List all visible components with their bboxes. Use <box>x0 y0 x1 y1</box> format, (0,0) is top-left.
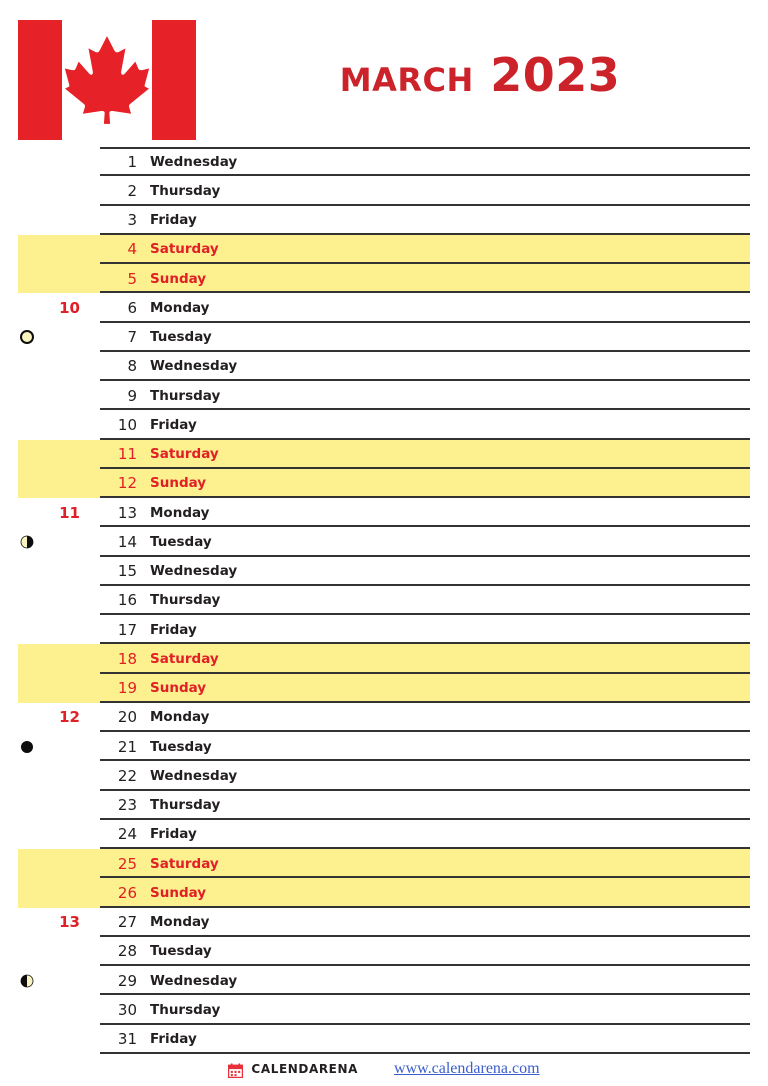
day-name: Friday <box>150 1031 197 1048</box>
calendar-top-rule <box>100 147 750 149</box>
day-name: Sunday <box>150 270 207 287</box>
row-rule <box>100 672 750 674</box>
calendar-row <box>0 995 768 1024</box>
calendar-row <box>0 147 768 176</box>
day-number: 2 <box>127 181 137 200</box>
day-number: 16 <box>117 591 137 610</box>
row-rule <box>100 496 750 498</box>
row-rule <box>100 701 750 703</box>
day-name: Tuesday <box>150 533 212 550</box>
row-rule <box>100 964 750 966</box>
calendar-row <box>0 849 768 878</box>
day-number: 26 <box>117 883 137 902</box>
brand-label: CALENDARENA <box>251 1062 359 1076</box>
day-number: 8 <box>127 357 137 376</box>
day-number: 22 <box>117 766 137 785</box>
calendar-row <box>0 235 768 264</box>
new-moon-icon <box>20 740 34 754</box>
calendar-row <box>0 674 768 703</box>
day-name: Thursday <box>150 797 221 814</box>
day-name: Wednesday <box>150 358 238 375</box>
day-number: 23 <box>117 796 137 815</box>
day-name: Friday <box>150 826 197 843</box>
day-name: Tuesday <box>150 329 212 346</box>
calendar-row <box>0 820 768 849</box>
day-number: 13 <box>117 503 137 522</box>
calendar-row <box>0 264 768 293</box>
full-moon-icon <box>20 330 34 344</box>
day-number: 1 <box>127 152 137 171</box>
day-name: Monday <box>150 709 210 726</box>
day-number: 12 <box>117 474 137 493</box>
day-number: 27 <box>117 913 137 932</box>
row-rule <box>100 1052 750 1054</box>
day-number: 9 <box>127 386 137 405</box>
day-name: Saturday <box>150 855 219 872</box>
day-number: 31 <box>117 1030 137 1049</box>
calendar-row <box>0 732 768 761</box>
week-number: 10 <box>59 298 80 317</box>
row-rule <box>100 291 750 293</box>
day-name: Friday <box>150 621 197 638</box>
day-number: 24 <box>117 825 137 844</box>
calendar-row <box>0 498 768 527</box>
page-title: march 2023 <box>339 48 621 102</box>
day-name: Monday <box>150 299 210 316</box>
calendar-row <box>0 908 768 937</box>
day-number: 21 <box>117 737 137 756</box>
day-name: Saturday <box>150 241 219 258</box>
row-rule <box>100 174 750 176</box>
row-rule <box>100 906 750 908</box>
day-name: Saturday <box>150 650 219 667</box>
day-name: Wednesday <box>150 153 238 170</box>
calendar-row <box>0 586 768 615</box>
page-footer <box>0 1052 768 1086</box>
website-link[interactable]: www.calendarena.com <box>394 1060 540 1077</box>
row-rule <box>100 350 750 352</box>
calendar-row <box>0 644 768 673</box>
calendar-row <box>0 352 768 381</box>
day-name: Friday <box>150 416 197 433</box>
calendar-row <box>0 440 768 469</box>
day-name: Tuesday <box>150 738 212 755</box>
day-number: 6 <box>127 298 137 317</box>
row-rule <box>100 321 750 323</box>
page-header <box>0 0 768 147</box>
calendar-row <box>0 293 768 322</box>
day-name: Thursday <box>150 182 221 199</box>
day-name: Friday <box>150 212 197 229</box>
row-rule <box>100 408 750 410</box>
calendar-row <box>0 381 768 410</box>
day-number: 7 <box>127 328 137 347</box>
day-name: Sunday <box>150 884 207 901</box>
calendar-list <box>0 147 768 1054</box>
row-rule <box>100 847 750 849</box>
day-name: Thursday <box>150 592 221 609</box>
day-number: 4 <box>127 240 137 259</box>
calendar-row <box>0 1025 768 1054</box>
day-number: 25 <box>117 854 137 873</box>
calendar-row <box>0 176 768 205</box>
row-rule <box>100 876 750 878</box>
day-name: Sunday <box>150 475 207 492</box>
day-number: 18 <box>117 649 137 668</box>
row-rule <box>100 789 750 791</box>
calendar-row <box>0 761 768 790</box>
day-number: 5 <box>127 269 137 288</box>
day-name: Thursday <box>150 1001 221 1018</box>
row-rule <box>100 555 750 557</box>
day-number: 19 <box>117 679 137 698</box>
row-rule <box>100 818 750 820</box>
week-number: 13 <box>59 913 80 932</box>
row-rule <box>100 613 750 615</box>
calendar-row <box>0 878 768 907</box>
calendar-row <box>0 206 768 235</box>
day-name: Monday <box>150 914 210 931</box>
day-name: Sunday <box>150 680 207 697</box>
maple-leaf-icon <box>64 34 150 126</box>
row-rule <box>100 759 750 761</box>
day-name: Wednesday <box>150 563 238 580</box>
flag-band-left <box>18 20 62 140</box>
calendar-row <box>0 527 768 556</box>
day-number: 14 <box>117 532 137 551</box>
row-rule <box>100 262 750 264</box>
day-name: Wednesday <box>150 972 238 989</box>
day-number: 20 <box>117 708 137 727</box>
day-name: Saturday <box>150 446 219 463</box>
calendar-row <box>0 469 768 498</box>
calendar-row <box>0 615 768 644</box>
calendar-row <box>0 937 768 966</box>
last-quarter-moon-icon <box>20 535 34 549</box>
day-number: 11 <box>117 445 137 464</box>
row-rule <box>100 935 750 937</box>
day-number: 10 <box>117 415 137 434</box>
row-rule <box>100 525 750 527</box>
row-rule <box>100 204 750 206</box>
row-rule <box>100 233 750 235</box>
flag-band-right <box>152 20 196 140</box>
day-number: 17 <box>117 620 137 639</box>
calendar-row <box>0 323 768 352</box>
day-number: 30 <box>117 1000 137 1019</box>
day-number: 3 <box>127 211 137 230</box>
row-rule <box>100 379 750 381</box>
row-rule <box>100 993 750 995</box>
calendar-icon <box>228 1063 243 1078</box>
row-rule <box>100 438 750 440</box>
day-name: Thursday <box>150 387 221 404</box>
day-name: Wednesday <box>150 767 238 784</box>
day-number: 15 <box>117 562 137 581</box>
calendar-row <box>0 557 768 586</box>
day-name: Monday <box>150 504 210 521</box>
day-number: 29 <box>117 971 137 990</box>
first-quarter-moon-icon <box>20 974 34 988</box>
calendar-row <box>0 791 768 820</box>
canada-flag-icon <box>18 20 196 140</box>
row-rule <box>100 467 750 469</box>
row-rule <box>100 642 750 644</box>
day-number: 28 <box>117 942 137 961</box>
week-number: 11 <box>59 503 80 522</box>
calendar-row <box>0 703 768 732</box>
row-rule <box>100 1023 750 1025</box>
day-name: Tuesday <box>150 943 212 960</box>
row-rule <box>100 730 750 732</box>
week-number: 12 <box>59 708 80 727</box>
calendar-row <box>0 410 768 439</box>
row-rule <box>100 584 750 586</box>
calendar-row <box>0 966 768 995</box>
